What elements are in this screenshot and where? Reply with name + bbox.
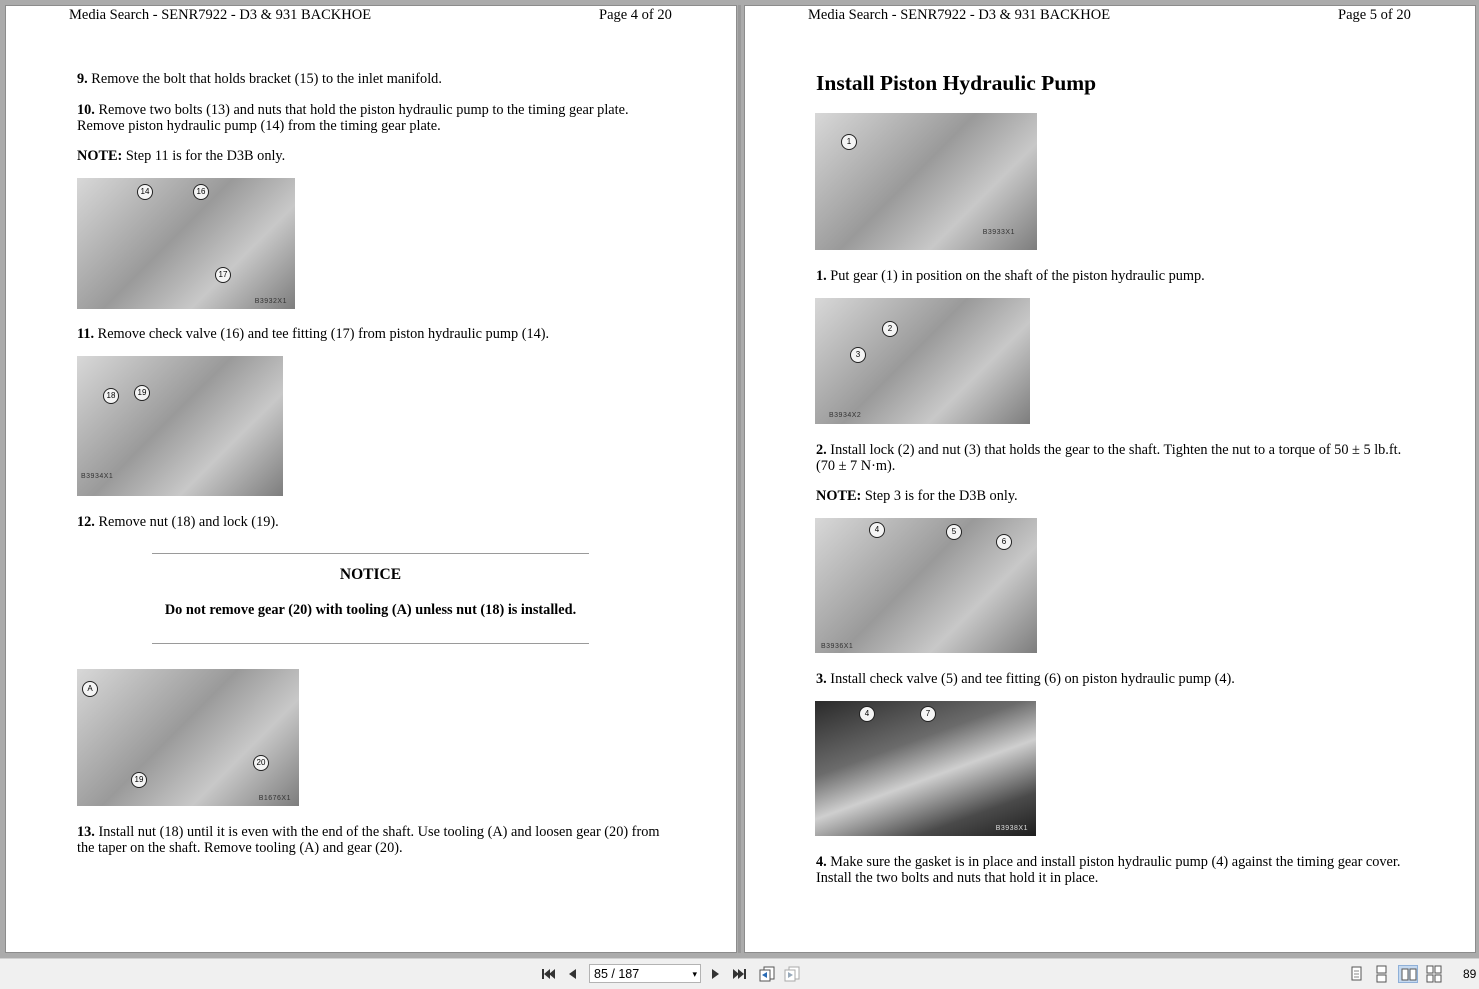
step-number: 11. [77, 326, 95, 342]
chevron-down-icon: ▾ [692, 969, 697, 979]
page-header-title: Media Search - SENR7922 - D3 & 931 BACKHOE [808, 7, 1111, 23]
callout: 2 [882, 321, 898, 337]
document-page-left [5, 5, 737, 953]
page-divider [738, 5, 741, 953]
callout: 14 [137, 184, 153, 200]
step-number: 9. [77, 71, 88, 87]
step-10 [77, 102, 667, 134]
figure-part-number: B3938X1 [995, 825, 1028, 832]
step-text: Put gear (1) in position on the shaft of the piston hydraulic pump. [826, 268, 1205, 284]
note-text: Step 3 is for the D3B only. [861, 488, 1018, 504]
forward-view-icon[interactable] [784, 966, 800, 982]
step-number: 13. [77, 824, 95, 840]
step-2 [816, 442, 1416, 474]
section-title: Install Piston Hydraulic Pump [816, 71, 1097, 95]
callout: 3 [850, 347, 866, 363]
figure-part-number: B3933X1 [982, 229, 1015, 236]
step-text: Remove nut (18) and lock (19). [94, 514, 279, 530]
callout: 19 [131, 772, 147, 788]
notice-title: NOTICE [339, 566, 402, 583]
step-text: Make sure the gasket is in place and install piston hydraulic pump (4) against the timing gear cover. Install the two bolts and nuts that hold it in place. [816, 854, 1401, 886]
step-3 [816, 671, 1416, 687]
figure-gear-puller [77, 669, 299, 806]
step-number: 10. [77, 102, 95, 118]
step-number: 12. [77, 514, 95, 530]
figure-lock-nut [815, 298, 1030, 424]
last-page-icon[interactable] [732, 966, 748, 982]
step-number: 4. [816, 854, 827, 870]
figure-part-number: B3932X1 [254, 298, 287, 305]
figure-gear-nut-lock [77, 356, 283, 496]
notice-text: Do not remove gear (20) with tooling (A) unless nut (18) is installed. [164, 602, 577, 618]
first-page-icon[interactable] [540, 966, 556, 982]
step-4 [816, 854, 1416, 886]
page-header-number: Page 4 of 20 [599, 7, 672, 23]
step-13 [77, 824, 677, 856]
figure-pump-install [815, 701, 1036, 836]
navigation-toolbar [0, 958, 1479, 989]
step-text: Install lock (2) and nut (3) that holds the gear to the shaft. Tighten the nut to a torque of 50 ± 5 lb.ft. (70 ± 7 N·m). [816, 442, 1402, 474]
continuous-facing-icon[interactable] [1424, 965, 1444, 983]
callout: 4 [859, 706, 875, 722]
note-step-3 [816, 488, 1416, 504]
note-text: Step 11 is for the D3B only. [122, 148, 286, 164]
step-text: Remove the bolt that holds bracket (15) to the inlet manifold. [87, 71, 442, 87]
page-indicator-text: 85 / 187 [594, 967, 640, 981]
callout: 16 [193, 184, 209, 200]
prev-page-icon[interactable] [565, 966, 581, 982]
step-11 [77, 326, 677, 342]
step-1 [816, 268, 1416, 284]
step-text: Remove two bolts (13) and nuts that hold the piston hydraulic pump to the timing gear plate. Remove piston hydraulic pump (14) from the timing gear plate. [77, 102, 629, 134]
zoom-level: 89 [1463, 967, 1477, 981]
back-view-icon[interactable] [759, 966, 775, 982]
callout: A [82, 681, 98, 697]
step-9 [77, 71, 667, 87]
single-page-icon[interactable] [1346, 965, 1366, 983]
figure-pump-check-valve [77, 178, 295, 309]
document-page-right [744, 5, 1476, 953]
note-label: NOTE: [77, 148, 123, 164]
page-header-number: Page 5 of 20 [1338, 7, 1411, 23]
notice-box [152, 553, 589, 645]
figure-part-number: B3934X1 [81, 473, 114, 480]
notice-rule-top [152, 553, 589, 554]
continuous-icon[interactable] [1371, 965, 1391, 983]
figure-part-number: B3936X1 [821, 643, 854, 650]
step-12 [77, 514, 667, 530]
figure-gear-on-shaft [815, 113, 1037, 250]
notice-rule-bottom [152, 643, 589, 644]
step-text: Install check valve (5) and tee fitting (6) on piston hydraulic pump (4). [826, 671, 1235, 687]
callout: 6 [996, 534, 1012, 550]
callout: 17 [215, 267, 231, 283]
next-page-icon[interactable] [707, 966, 723, 982]
callout: 1 [841, 134, 857, 150]
note-step-11 [77, 148, 667, 164]
figure-part-number: B3934X2 [829, 412, 862, 419]
step-text: Install nut (18) until it is even with the end of the shaft. Use tooling (A) and loosen gear (20) from the taper on the shaft. Remove tooling (A) and gear (20). [77, 824, 660, 856]
callout: 19 [134, 385, 150, 401]
note-label: NOTE: [816, 488, 862, 504]
step-text: Remove check valve (16) and tee fitting (17) from piston hydraulic pump (14). [94, 326, 550, 342]
step-number: 2. [816, 442, 827, 458]
step-number: 1. [816, 268, 827, 284]
figure-check-valve-tee [815, 518, 1037, 653]
callout: 7 [920, 706, 936, 722]
step-number: 3. [816, 671, 827, 687]
callout: 18 [103, 388, 119, 404]
page-header-title: Media Search - SENR7922 - D3 & 931 BACKHOE [69, 7, 372, 23]
page-number-select[interactable] [589, 964, 701, 983]
callout: 20 [253, 755, 269, 771]
facing-icon[interactable] [1398, 965, 1418, 983]
figure-part-number: B1676X1 [258, 795, 291, 802]
callout: 5 [946, 524, 962, 540]
callout: 4 [869, 522, 885, 538]
